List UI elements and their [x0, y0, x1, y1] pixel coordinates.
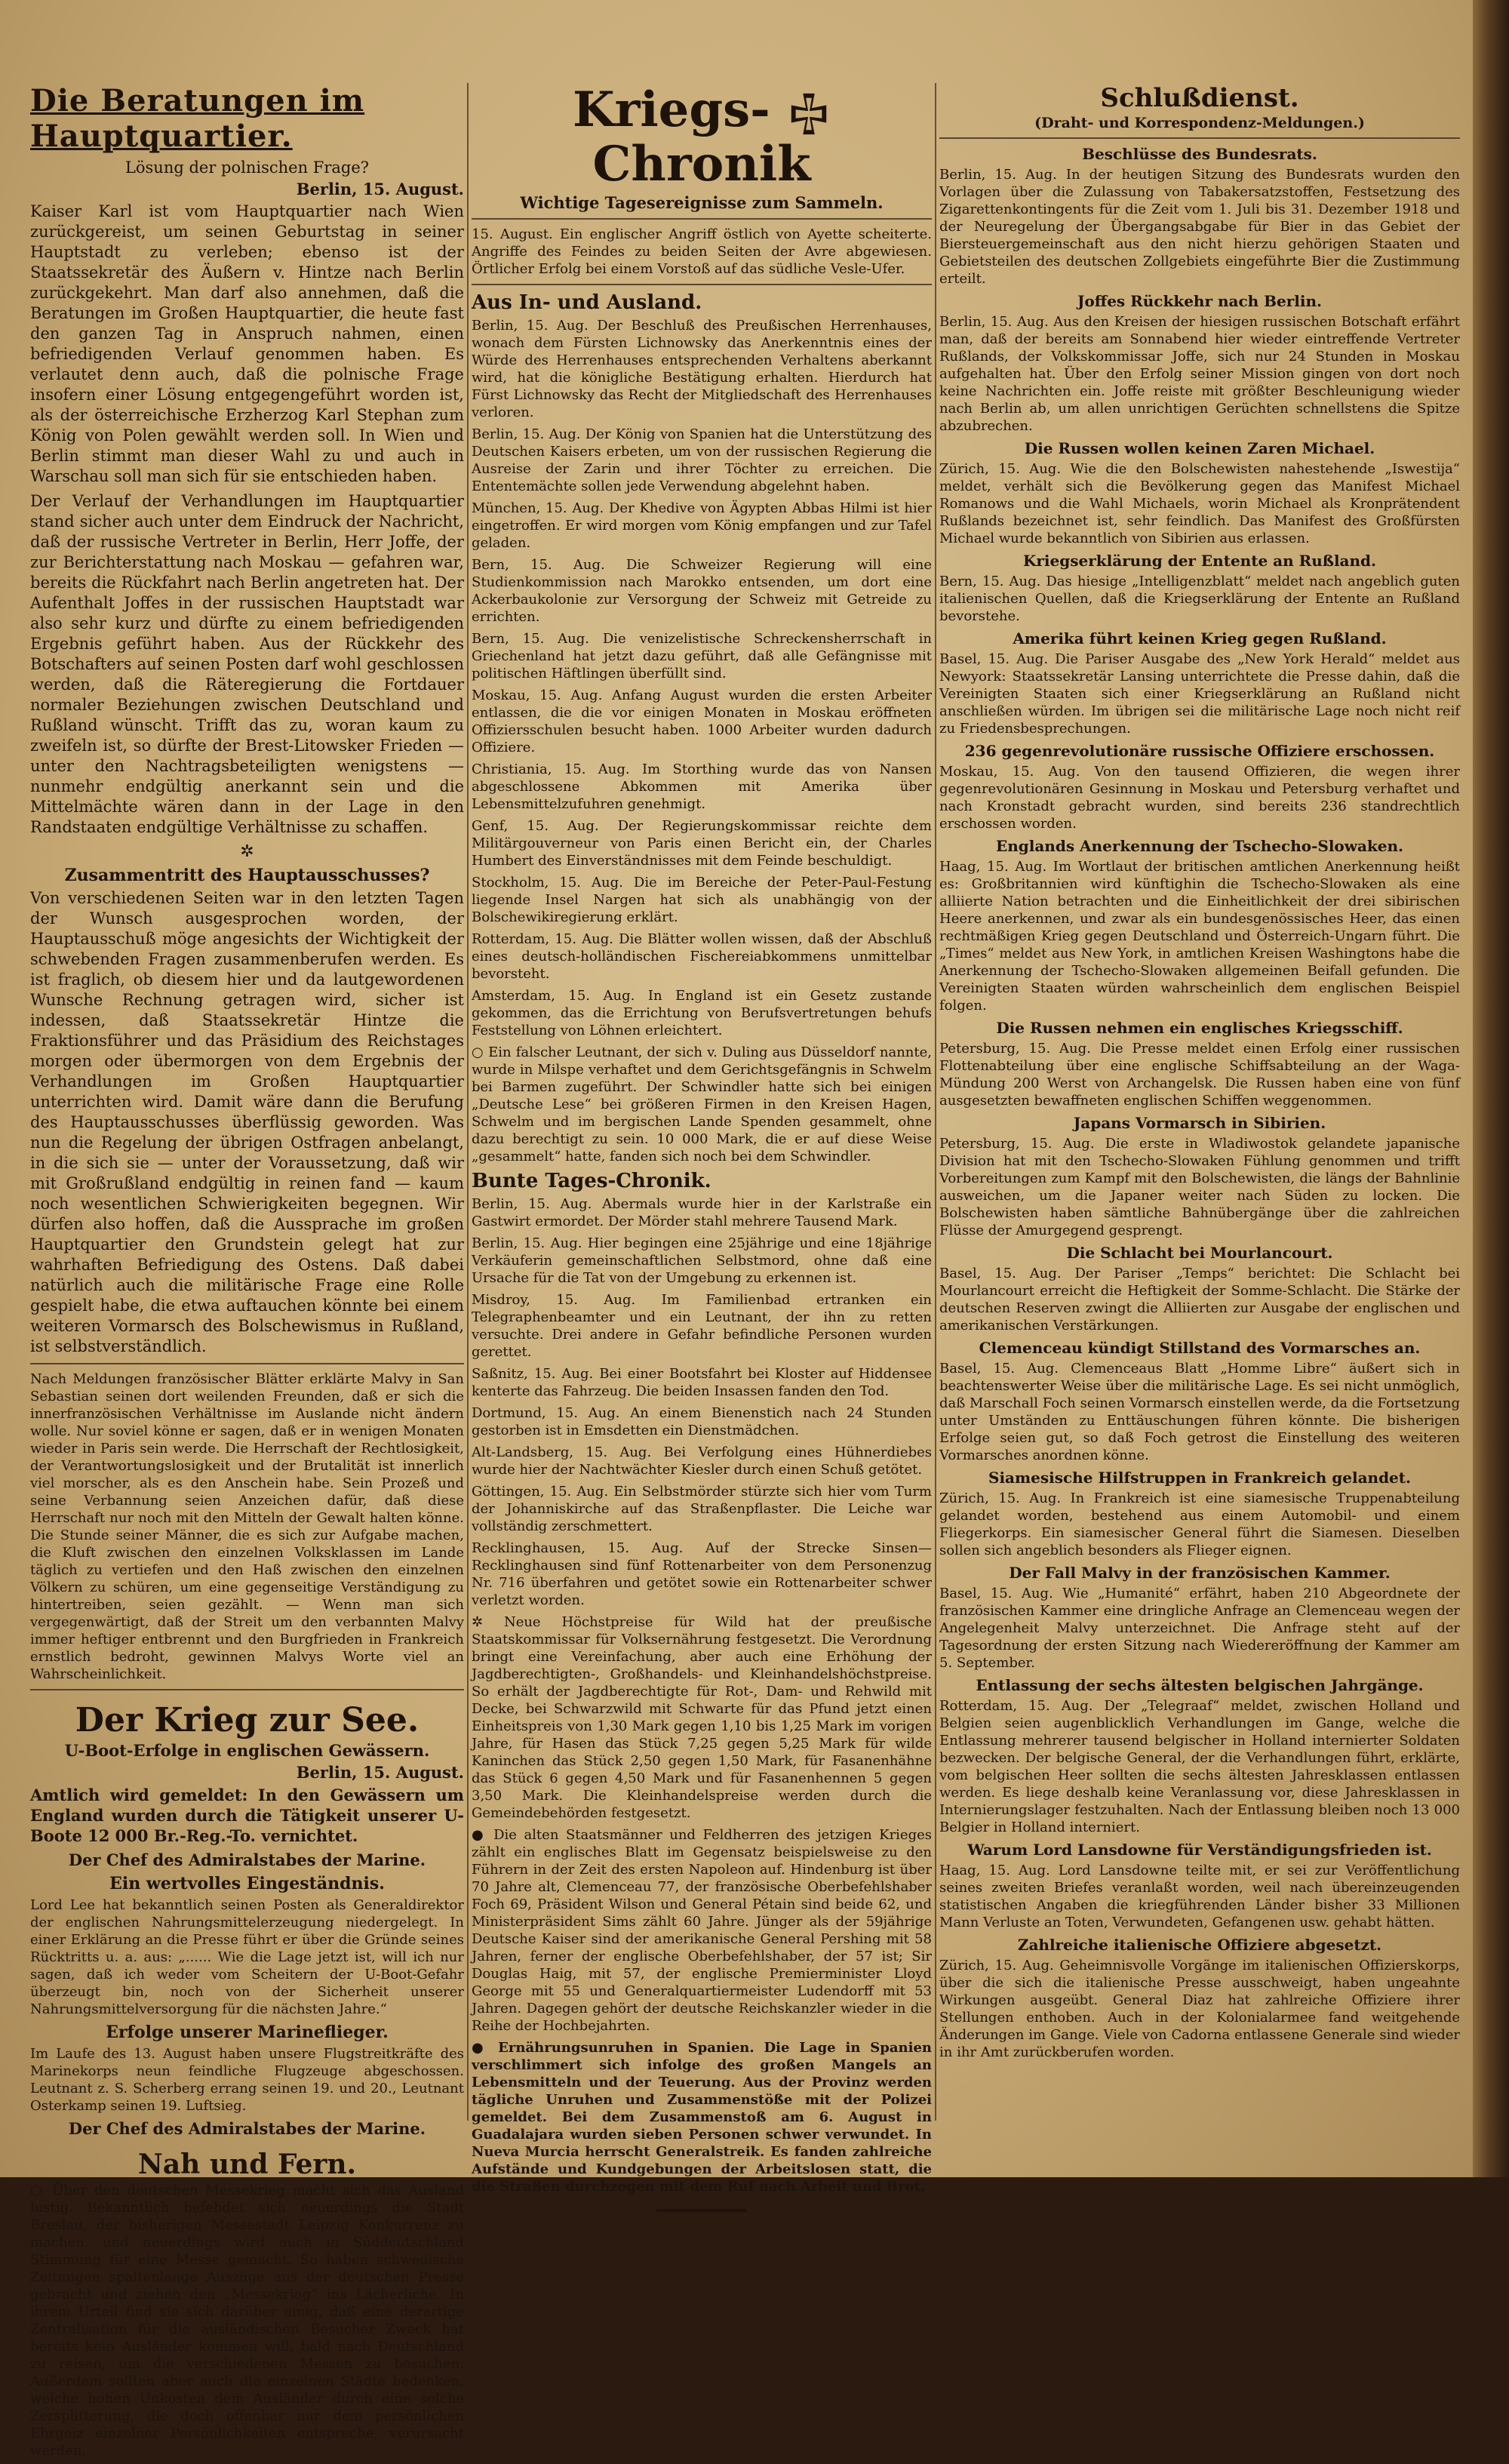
dispatch-text: Haag, 15. Aug. Lord Lansdowne teilte mit, er sei zur Veröffentlichung seines zweiten Briefes veranlaßt worden, weil nach übereinzeugenden statistischen Angaben die kriegführenden Länder bisher 33 Millionen Mann Verluste an Toten, Verwundeten, Gefangenen usw. gehabt hätten. — [939, 1863, 1460, 1930]
dispatch-text: Berlin, 15. Aug. In der heutigen Sitzung des Bundesrats wurden den Vorlagen über die Zulassung von Tabakersatzstoffen, Festsetzung des Zigarettenkontingents für die Zeit vom 1. Juli bis 31. Dezember 1918 und der Neuregelung der Übergangsabgabe für Bier in das Gebiet der Biersteuergemeinschaft aus den nicht hierzu gehörigen Staaten und Gebietsteilen des deutschen Zollgebiets eingeführte Bier die Zustimmung erteilt. — [939, 167, 1460, 287]
article-paragraph: Nach Meldungen französischer Blätter erklärte Malvy in San Sebastian seinen dort weilenden Freunden, daß er sich die innerfranzösischen Verhältnisse im Auslande nicht ändern wolle. Nur soviel könne er sagen, daß er in wenigen Monaten wieder in Paris sein werde. Die Herrschaft der Rechtlosigkeit, der Verantwortungslosigkeit und der Brutalität ist innerlich viel morscher, als es den Anschein habe. Sein Prozeß und seine Verbannung seien Anzeichen dafür, daß diese Herrschaft nur noch mit den Mitteln der Gewalt halten könne. Die Stunde seiner Männer, die es sich zur Aufgabe machen, die Kluft zwischen den einzelnen Volksklassen im Lande täglich zu vertiefen und den Haß zwischen den einzelnen Völkern zu schüren, um eine gegenseitige Verständigung zu hintertreiben, seien gezählt. — Wenn man sich vergegenwärtigt, daß der Streit um den verbannten Malvy immer heftiger entbrennt und den Burgfrieden in Frankreich ernstlich bedroht, gewinnen Malvys Worte viel an Wahrscheinlichkeit. — [30, 1371, 464, 1682]
divider — [939, 137, 1460, 139]
news-item: Misdroy, 15. Aug. Im Familienbad ertranken ein Telegraphenbeamter und ein Leutnant, der ihn zu retten versuchte. Drei andere in Gefahr befindliche Personen wurden gerettet. — [472, 1292, 932, 1360]
section-heading: Erfolge unserer Marineflieger. — [106, 2023, 389, 2042]
dispatch-text: Haag, 15. Aug. Im Wortlaut der britischen amtlichen Anerkennung heißt es: Großbritannien wird künftighin die Tschecho-Slowaken als eine alliierte Nation betrachten und die Einheitlichkeit der drei sibirischen Heere anerkennen, und zwar als ein bundesgenössisches Heer, das einen rechtmäßigen Krieg gegen Deutschland und Österreich-Ungarn führt. Die „Times“ meldet aus New York, in amtlichen Kreisen Washingtons habe die Anerkennung der Tschecho-Slowaken allgemeinen Beifall gefunden. Die Vereinigten Staaten würden wahrscheinlich dem englischen Beispiel folgen. — [939, 859, 1460, 1014]
article-subtitle: Lösung der polnischen Frage? — [124, 158, 370, 177]
war-report: 15. August. Ein englischer Angriff östlich von Ayette scheiterte. Angriffe des Feindes zu beiden Seiten der Avre abgewiesen. Örtlicher Erfolg bei einem Vorstoß auf das südliche Vesle-Ufer. — [472, 226, 932, 277]
dispatch-heading: Siamesische Hilfstruppen in Frankreich gelandet. — [988, 1469, 1411, 1487]
separator-star: ✲ — [240, 842, 254, 861]
news-item: ● Die alten Staatsmänner und Feldherren des jetzigen Krieges zählt ein englisches Blatt im Gegensatz beispielsweise zu den Führern in der Zeit des ersten Napoleon auf. Hindenburg ist über 70 Jahre alt, Clemenceau 77, der französische Oberbefehlshaber Foch 69, Präsident Wilson und General Pétain sind beide 62, und Ministerpräsident Sims zählt 60 Jahre. Jünger als der 59jährige Deutsche Kaiser sind der amerikanische General Pershing mit 58 Jahren, ferner der englische Oberbefehlshaber, der 57 ist; Sir Douglas Haig, mit 57, der englische Premierminister Lloyd George mit 55 und Generalquartiermeister Ludendorff mit 53 Jahren. Dagegen gehört der deutsche Reichskanzler wieder in die Reihe der Hochbejahrten. — [472, 1827, 932, 2034]
section-heading: Zusammentritt des Hauptausschusses? — [64, 866, 430, 885]
news-item: München, 15. Aug. Der Khedive von Ägypten Abbas Hilmi ist hier eingetroffen. Er wird morgen vom König empfangen und zur Tafel geladen. — [472, 500, 932, 551]
news-item: ○ Ein falscher Leutnant, der sich v. Duling aus Düsseldorf nannte, wurde in Milspe verhaftet und dem Gerichtsgefängnis in Schwelm bei Barmen zugeführt. Der Schwindler hatte sich bei einigen „Deutsche Lese“ bei größeren Firmen in den Kreisen Hagen, Schwelm und im bergischen Lande Spenden gesammelt, ohne dazu berechtigt zu sein. 10 000 Mark, die er auf diese Weise „gesammelt“ hatte, fanden sich noch bei dem Schwindler. — [472, 1044, 932, 1164]
masthead-right: Chronik — [592, 136, 811, 192]
news-item: Recklinghausen, 15. Aug. Auf der Strecke Sinsen—Recklinghausen sind fünf Rottenarbeiter von dem Personenzug Nr. 716 überfahren und getötet sowie ein Rottenarbeiter schwer verletzt worden. — [472, 1540, 932, 1608]
article-paragraph: Amtlich wird gemeldet: In den Gewässern um England wurden durch die Tätigkeit unserer U-Boote 12 000 Br.-Reg.-To. vernichtet. — [30, 1786, 464, 1845]
divider — [30, 1363, 464, 1364]
column-divider — [467, 83, 469, 2121]
news-item: ✲ Neue Höchstpreise für Wild hat der preußische Staatskommissar für Volksernährung festgesetzt. Die Verordnung bringt eine Vereinfachung, aber auch eine Erhöhung der Jagdberechtigten-, Großhandels- und Kleinhandelshöchstpreise. So erhält der Jagdberechtigte für Rot-, Dam- und Rehwild mit Decke, bei Schwarzwild mit Schwarte für das Pfund jetzt einen Einheitspreis von 1,30 Mark gegen 1,10 bis 1,25 Mark im vorigen Jahre, für Hasen das Stück 7,25 gegen 5,25 Mark für wilde Kaninchen das Stück 2,50 gegen 1,50 Mark, für Fasanenhähne das Stück 6 gegen 4,50 Mark und für Fasanenhennen 5 gegen 3,50 Mark. Die Kleinhandelspreise werden durch die Gemeindebehörden festgesetzt. — [472, 1614, 932, 1821]
divider — [472, 284, 932, 285]
news-item: Moskau, 15. Aug. Anfang August wurden die ersten Arbeiter entlassen, die die vor einigen Monaten in Moskau eröffneten Offiziersschulen besucht haben. 1000 Arbeiter wurden dadurch Offiziere. — [472, 688, 932, 755]
article-paragraph: Von verschiedenen Seiten war in den letzten Tagen der Wunsch ausgesprochen worden, der Hauptausschuß möge angesichts der Wichtigkeit der schwebenden Fragen zusammenberufen werden. Es ist fraglich, ob diesem hier und da lautgewordenen Wunsche Rechnung getragen wird, sicher ist indessen, daß Staatssekretär Hintze die Fraktionsführer und das Präsidium des Reichstages morgen oder übermorgen von dem Ergebnis der Verhandlungen im Großen Hauptquartier unterrichten wird. Damit wäre dann die Berufung des Hauptausschusses überflüssig geworden. Was nun die Regelung der übrigen Ostfragen anbelangt, in die sich sie — unter der Voraussetzung, daß wir mit Großrußland endgültig in reinen fand — kaum noch wesentlichen Schwierigkeiten begegnen. Wir dürfen also hoffen, daß die Aussprache im großen Hauptquartier den Grundstein gelegt hat zur wahrhaften Befriedigung des Ostens. Daß dabei natürlich auch die militärische Frage eine Rolle gespielt habe, die etwa auftauchen könnte bei einem weiteren Vormarsch des Bolschewismus in Rußland, ist selbstverständlich. — [30, 889, 464, 1355]
column-center — [472, 83, 932, 2212]
news-item: Rotterdam, 15. Aug. Die Blätter wollen wissen, daß der Abschluß eines deutsch-holländischen Fischereiabkommens unmittelbar bevorsteht. — [472, 931, 932, 982]
dispatch-heading: Amerika führt keinen Krieg gegen Rußland. — [1013, 629, 1387, 648]
section-heading: Bunte Tages-Chronik. — [472, 1170, 711, 1192]
iron-cross-icon — [787, 92, 831, 136]
news-item: Alt-Landsberg, 15. Aug. Bei Verfolgung eines Hühnerdiebes wurde hier der Nachtwächter Kiesler durch einen Schuß getötet. — [472, 1444, 932, 1478]
dispatch-heading: Englands Anerkennung der Tschecho-Slowaken. — [995, 837, 1404, 855]
dispatch-heading: 236 gegenrevolutionäre russische Offiziere erschossen. — [964, 742, 1435, 760]
dispatch-heading: Japans Vormarsch in Sibirien. — [1073, 1114, 1326, 1132]
divider — [472, 218, 932, 220]
dispatch-text: Zürich, 15. Aug. Geheimnisvolle Vorgänge im italienischen Offizierskorps, über die sich die italienische Presse ausschweigt, haben ungeahnte Wirkungen ausgeübt. General Diaz hat zahlreiche Offiziere ihrer Stellungen enthoben. Auch in der Kolonialarmee fand weitgehende Änderungen im Gange. Viele von Cadorna entlassene Generale sind wieder in ihr Amt zurückberufen worden. — [939, 1958, 1460, 2060]
section-heading: Aus In- und Ausland. — [472, 291, 702, 314]
news-item: Göttingen, 15. Aug. Ein Selbstmörder stürzte sich hier vom Turm der Johanniskirche auf das Straßenpflaster. Die Leiche war vollständig zerschmettert. — [472, 1484, 932, 1534]
article-paragraph: Der Verlauf der Verhandlungen im Hauptquartier stand sicher auch unter dem Eindruck der Nachricht, daß der russische Vertreter in Berlin, Herr Joffe, der zur Berichterstattung nach Moskau — gefahren war, bereits die Rückfahrt nach Berlin angetreten hat. Der Aufenthalt Joffes in der russischen Hauptstadt war also sehr kurz und dürfte zu einem befriedigenden Ergebnis geführt haben. Aus der Rückkehr des Botschafters auf seinen Posten darf wohl geschlossen werden, daß die Räteregierung die Fortdauer normaler Beziehungen zwischen Deutschland und Rußland wünscht. Trifft das zu, woran kaum zu zweifeln ist, so dürfte der Brest-Litowsker Frieden — unter den Nachtragsbeteiligten wenigstens — nunmehr endgültig anerkannt sein und die Mittelmächte wären dann in der Lage in den Randstaaten endgültige Verhältnisse zu schaffen. — [30, 492, 464, 836]
dispatch-heading: Die Schlacht bei Mourlancourt. — [1066, 1244, 1333, 1262]
article-paragraph: Im Laufe des 13. August haben unsere Flugstreitkräfte des Marinekorps neun feindliche Flugzeuge abgeschossen. Leutnant z. S. Scherberg errang seinen 19. und 20., Leutnant Osterkamp seinen 19. Luftsieg. — [30, 2046, 464, 2114]
column-left — [30, 83, 464, 2464]
dispatch-text: Basel, 15. Aug. Wie „Humanité“ erfährt, haben 210 Abgeordnete der französischen Kammer eine dringliche Anfrage an Clemenceau wegen der Angelegenheit Malvy unterzeichnet. Die Anfrage steht auf der Tagesordnung der ersten Sitzung nach Wiedereröffnung der Kammer am 5. September. — [939, 1586, 1460, 1671]
dispatch-text: Moskau, 15. Aug. Von den tausend Offizieren, die wegen ihrer gegenrevolutionären Gesinnung in Moskau und Petersburg verhaftet und nach Kronstadt gebracht wurden, sind bereits 236 standrechtlich erschossen worden. — [939, 764, 1460, 832]
news-item: Christiania, 15. Aug. Im Storthing wurde das von Nansen abgeschlossene Abkommen mit Amerika über Lebensmittelzufuhren genehmigt. — [472, 761, 932, 812]
article-paragraph: ○ Über den deutschen Messekrieg macht sich das Ausland lustig. Bekanntlich befehdet sich neuerdings die Stadt Breslau, der bisherigen Messestadt Leipzig Konkurrenz zu machen, und neuerdings wird auch in Süddeutschland Stimmung für eine Messe gemacht. So haben schwedische Zeitungen spaltenlange Auszüge aus der deutschen Presse gebracht und ziehen den „Messekrieg“ ins Lächerliche. In ihrem Urteil find sie sich darüber einig, daß eine derartige Zentralisation für die ausländischen Besucher Zweck hat bereits kein Ausländer kommen will, bald nach Deutschland zu reisen, um die verschiedenen Messen zu besuchen. Außerdem sollten aber auch die einzelnen Städte bedenken, welche hohen Unkosten dem Ausländer durch eine solche Zersplitterung, die doch offenbar nur dem persönlichen Ehrgeiz einzelner Persönlichkeiten entspreche, verursacht werden. — [30, 2183, 464, 2459]
news-item: ● Ernährungsunruhen in Spanien. Die Lage in Spanien verschlimmert sich infolge des großen Mangels an Lebensmitteln und der Teuerung. Aus der Provinz werden tägliche Unruhen und Zusammenstöße mit der Polizei gemeldet. Bei dem Zusammenstoß am 6. August in Guadalajara wurden sieben Personen schwer verwundet. In Nueva Murcia herrscht Generalstreik. Es fanden zahlreiche Aufstände und Kundgebungen der Arbeitslosen statt, die die Straßen durchzogen mit dem Ruf nach Arbeit und Brot. — [472, 2040, 932, 2195]
dispatch-text: Zürich, 15. Aug. Wie die den Bolschewisten nahestehende „Iswestija“ meldet, verhält sich die Bevölkerung gegen das Manifest Michael Romanows und die Wahl Michaels, worin Michael als Kronprätendent Rußlands bezeichnet ist, sehr feindlich. Das Manifest des Großfürsten Michael wurde bekanntlich von Sibirien aus erlassen. — [939, 461, 1460, 546]
dispatch-text: Basel, 15. Aug. Der Pariser „Temps“ berichtet: Die Schlacht bei Mourlancourt erreicht die Heftigkeit der Somme-Schlacht. Die Stärke der deutschen Reserven zwingt die Alliierten zur Ausgabe der englischen und amerikanischen Verstärkungen. — [939, 1266, 1460, 1334]
masthead — [472, 83, 932, 192]
divider — [30, 1689, 464, 1690]
dispatch-text: Berlin, 15. Aug. Aus den Kreisen der hiesigen russischen Botschaft erfährt man, daß der bereits am Sonnabend hier wieder eintreffende Vertreter Rußlands, der Volkskommissar Joffe, sich nur 24 Stunden in Moskau aufgehalten hat. Über den Erfolg seiner Mission gingen von dort noch keine Nachrichten ein. Joffe reiste mit größter Beschleunigung wieder nach Berlin ab, um allen unrichtigen Gerüchten schnellstens die Spitze abzubrechen. — [939, 314, 1460, 434]
section-masthead-subtitle: (Draht- und Korrespondenz-Meldungen.) — [1034, 115, 1365, 131]
dispatch-heading: Die Russen nehmen ein englisches Kriegsschiff. — [996, 1019, 1403, 1037]
news-item: Berlin, 15. Aug. Der König von Spanien hat die Unterstützung des Deutschen Kaisers erbeten, um von der russischen Regierung die Ausreise der Zarin und ihrer Töchter zu erreichen. Die Ententemächte sollen jede Verwendung abgelehnt haben. — [472, 426, 932, 494]
dateline: Berlin, 15. August. — [296, 180, 464, 198]
dispatch-text: Zürich, 15. Aug. In Frankreich ist eine siamesische Truppenabteilung gelandet worden, bestehend aus einem Automobil- und einem Fliegerkorps. Ein siamesischer General führt die Siamesen. Dieselben sollen sich angeblich besonders als Flieger eignen. — [939, 1490, 1460, 1558]
column-divider — [935, 83, 936, 2121]
news-item: Stockholm, 15. Aug. Die im Bereiche der Peter-Paul-Festung liegende Insel Nargen hat sich als unabhängig von der Bolschewikiregierung erklärt. — [472, 875, 932, 925]
signature: Der Chef des Admiralstabes der Marine. — [68, 2119, 426, 2138]
section-subtitle: U-Boot-Erfolge in englischen Gewässern. — [64, 1741, 430, 1760]
section-title: Nah und Fern. — [137, 2149, 357, 2180]
article-paragraph: Lord Lee hat bekanntlich seinen Posten als Generaldirektor der englischen Nahrungsmittelerzeugung niedergelegt. In einer Erklärung an die Presse führt er über die Gründe seines Rücktritts u. a. aus: „...... Wie die Lage jetzt ist, will ich nur sagen, daß ich weder vom Scheitern der U-Boot-Gefahr überzeugt bin, noch von der Sicherheit unserer Nahrungsmittelversorgung für die nächsten Jahre.“ — [30, 1897, 464, 2017]
dispatch-heading: Clemenceau kündigt Stillstand des Vormarsches an. — [979, 1339, 1421, 1357]
article-paragraph: Kaiser Karl ist vom Hauptquartier nach Wien zurückgereist, um seinen Geburtstag in seiner Hauptstadt zu verleben; ebenso ist der Staatssekretär des Äußern v. Hintze nach Berlin zurückgekehrt. Man darf also annehmen, daß die Beratungen im Großen Hauptquartier, die heute fast den ganzen Tag in Anspruch nahmen, einen befriedigenden Verlauf genommen haben. Es verlautet denn auch, daß die polnische Frage insofern einer Lösung entgegengeführt worden ist, als der österreichische Erzherzog Karl Stephan zum König von Polen gewählt werden soll. In Wien und Berlin stimmt man dieser Wahl zu und auch in Warschau soll man sich für sie entschieden haben. — [30, 202, 464, 485]
section-masthead: Schlußdienst. — [1100, 83, 1299, 113]
dispatch-heading: Kriegserklärung der Entente an Rußland. — [1022, 552, 1377, 570]
section-title: Der Krieg zur See. — [75, 1701, 420, 1740]
dispatch-heading: Entlassung der sechs ältesten belgischen Jahrgänge. — [976, 1676, 1424, 1694]
dispatch-heading: Zahlreiche italienische Offiziere abgesetzt. — [1017, 1936, 1382, 1954]
dispatch-text: Basel, 15. Aug. Die Pariser Ausgabe des „New York Herald“ meldet aus Newyork: Staatssekretär Lansing unterrichtete die Presse dahin, daß die Vereinigten Staaten sich einer Kriegserklärung an Rußland nicht anschließen würden. Im übrigen sei die militärische Lage noch nicht reif zu Friedensbesprechungen. — [939, 651, 1460, 737]
end-rule — [656, 2209, 747, 2212]
page-edge — [1473, 0, 1509, 2177]
dispatch-text: Petersburg, 15. Aug. Die erste in Wladiwostok gelandete japanische Division hat mit den Tschecho-Slowaken Fühlung genommen und trifft Vorbereitungen zum Kampf mit den Bolschewisten, die längs der Bahnlinie ausweichen, um die Japaner weiter nach Süden zu locken. Die Bolschewisten haben sämtliche Bahnübergänge über die zahlreichen Flüsse der Amurgegend gesprengt. — [939, 1136, 1460, 1238]
news-item: Berlin, 15. Aug. Hier begingen eine 25jährige und eine 18jährige Verkäuferin gemeinschaftlichen Selbstmord, ohne daß eine Ursache für die Tat von der Umgebung zu erkennen ist. — [472, 1235, 932, 1286]
dispatch-heading: Der Fall Malvy in der französischen Kammer. — [1009, 1564, 1391, 1582]
section-heading: Ein wertvolles Eingeständnis. — [109, 1874, 385, 1893]
dispatch-heading: Warum Lord Lansdowne für Verständigungsfrieden ist. — [967, 1841, 1432, 1859]
news-item: Berlin, 15. Aug. Abermals wurde hier in der Karlstraße ein Gastwirt ermordet. Der Mörder stahl mehrere Tausend Mark. — [472, 1196, 932, 1229]
column-right — [939, 83, 1460, 2066]
news-item: Berlin, 15. Aug. Der Beschluß des Preußischen Herrenhauses, wonach dem Fürsten Lichnowsky das Anerkenntnis eines der Würde des Herrenhauses entsprechenden Verhaltens aberkannt wird, hat die königliche Bestätigung erhalten. Hierdurch hat Fürst Lichnowsky das Recht der Mitgliedschaft des Herrenhauses verloren. — [472, 318, 932, 420]
article-headline: Die Beratungen im Hauptquartier. — [30, 83, 365, 154]
dispatch-text: Bern, 15. Aug. Das hiesige „Intelligenzblatt“ meldet nach angeblich guten italienischen Quellen, daß die Kriegserklärung der Entente an Rußland bevorstehe. — [939, 574, 1460, 624]
news-item: Dortmund, 15. Aug. An einem Bienenstich nach 24 Stunden gestorben ist in Emsdetten ein Dienstmädchen. — [472, 1405, 932, 1438]
dispatch-heading: Joffes Rückkehr nach Berlin. — [1077, 292, 1323, 310]
dispatch-heading: Die Russen wollen keinen Zaren Michael. — [1024, 439, 1375, 457]
news-item: Bern, 15. Aug. Die Schweizer Regierung will eine Studienkommission nach Marokko entsenden, um dort eine Ackerbaukolonie zur Versorgung der Schweiz mit Getreide zu errichten. — [472, 557, 932, 625]
news-item: Saßnitz, 15. Aug. Bei einer Bootsfahrt bei Kloster auf Hiddensee kenterte das Fahrzeug. Die beiden Insassen fanden den Tod. — [472, 1366, 932, 1399]
dispatch-text: Basel, 15. Aug. Clemenceaus Blatt „Homme Libre“ äußert sich in beachtenswerter Weise über die militärische Lage. Es sei nicht unmöglich, daß Marschall Foch seinen Vormarsch einstellen werde, da die Fortsetzung unter Umständen zu Enttäuschungen führen könnte. Die bisherigen Erfolge seien gut, so daß Foch getrost die Einstellung des weiteren Vormarsches anordnen könne. — [939, 1361, 1460, 1463]
news-item: Bern, 15. Aug. Die venizelistische Schreckensherrschaft in Griechenland hat jetzt dazu geführt, daß alle Gefängnisse mit politischen Häftlingen überfüllt sind. — [472, 631, 932, 681]
news-item: Amsterdam, 15. Aug. In England ist ein Gesetz zustande gekommen, das die Errichtung von Berufsvertretungen behufs Feststellung von Löhnen erleichtert. — [472, 988, 932, 1038]
dispatch-list — [939, 145, 1460, 2061]
signature: Der Chef des Admiralstabes der Marine. — [68, 1850, 426, 1869]
dispatch-text: Petersburg, 15. Aug. Die Presse meldet einen Erfolg einer russischen Flottenabteilung über eine englische Schiffsabteilung an der Waga-Mündung 200 Werst von Archangelsk. Die Russen haben eine von fünf ausgesetzten bewaffneten englischen Schiffen weggenommen. — [939, 1041, 1460, 1109]
dispatch-heading: Beschlüsse des Bundesrats. — [1082, 145, 1317, 163]
dateline: Berlin, 15. August. — [296, 1763, 464, 1782]
masthead-subtitle: Wichtige Tagesereignisse zum Sammeln. — [520, 193, 884, 212]
dispatch-text: Rotterdam, 15. Aug. Der „Telegraaf“ meldet, zwischen Holland und Belgien seien augenblicklich Verhandlungen im Gange, welche die Entlassung mehrerer tausend belgischer in Holland internierter Soldaten bezwecken. Der belgische General, der die Verhandlungen führt, erklärte, vom belgischen Heer sollten die sechs ältesten Jahresklassen entlassen werden. Es liege deshalb keine Veranlassung vor, diese Jahresklassen in Internierungslager festzuhalten. Nach der Entlassung bleiben noch 13 000 Belgier in Holland interniert. — [939, 1698, 1460, 1835]
masthead-left: Kriegs- — [573, 82, 770, 138]
news-item: Genf, 15. Aug. Der Regierungskommissar reichte dem Militärgouverneur von Paris einen Bericht ein, der Charles Humbert des Einverständnisses mit dem Feinde beschuldigt. — [472, 818, 932, 869]
